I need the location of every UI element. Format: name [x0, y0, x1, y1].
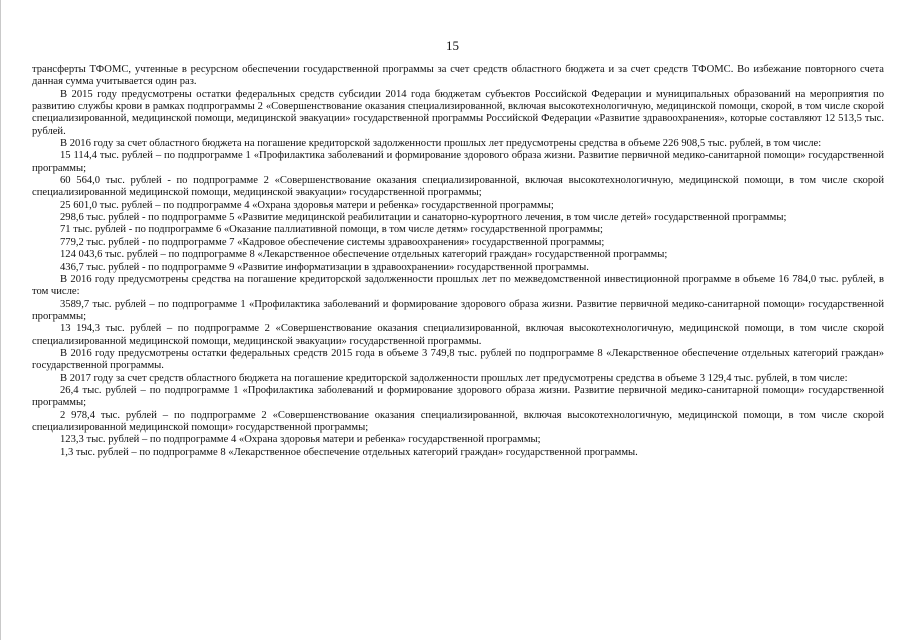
document-body	[32, 64, 884, 459]
paragraph-13: 3589,7 тыс. рублей – по подпрограмме 1 «Профилактика заболеваний и формирование здорового образа жизни. Развитие первичной медико-санитарной помощи» государственной программы;	[32, 298, 884, 322]
paragraph-1: трансферты ТФОМС, учтенные в ресурсном обеспечении государственной программы за счет средств областного бюджета и за счет средств ТФОМС. Во избежание повторного счета данная сумма учитывается один раз.	[32, 64, 884, 88]
paragraph-3: В 2016 году за счет областного бюджета на погашение кредиторской задолженности прошлых лет предусмотрены средства в объеме 226 908,5 тыс. рублей, в том числе:	[60, 138, 822, 150]
paragraph-18: 2 978,4 тыс. рублей – по подпрограмме 2 «Совершенствование оказания специализированной, включая высокотехнологичную, медицинской помощи, в том числе скорой специализированной медицинской помощи» государственной программы;	[32, 409, 884, 433]
page-number: 15	[446, 38, 459, 53]
paragraph-4: 15 114,4 тыс. рублей – по подпрограмме 1 «Профилактика заболеваний и формирование здорового образа жизни. Развитие первичной медико-санитарной помощи» государственной программы;	[32, 150, 884, 174]
paragraph-19: 123,3 тыс. рублей – по подпрограмме 4 «Охрана здоровья матери и ребенка» государственной программы;	[60, 434, 541, 446]
paragraph-6: 25 601,0 тыс. рублей – по подпрограмме 4 «Охрана здоровья матери и ребенка» государственной программы;	[60, 199, 554, 211]
paragraph-11: 436,7 тыс. рублей - по подпрограмме 9 «Развитие информатизации в здравоохранении» государственной программы.	[60, 261, 589, 273]
paragraph-9: 779,2 тыс. рублей - по подпрограмме 7 «Кадровое обеспечение системы здравоохранения» государственной программы;	[60, 236, 605, 248]
paragraph-8: 71 тыс. рублей - по подпрограмме 6 «Оказание паллиативной помощи, в том числе детям» государственной программы;	[60, 224, 603, 236]
paragraph-15: В 2016 году предусмотрены остатки федеральных средств 2015 года в объеме 3 749,8 тыс. рублей по подпрограмме 8 «Лекарственное обеспечение отдельных категорий граждан» государственной программы.	[32, 347, 884, 372]
paragraph-7: 298,6 тыс. рублей - по подпрограмме 5 «Развитие медицинской реабилитации и санаторно-курортного лечения, в том числе детей» государственной программы;	[60, 212, 787, 224]
paragraph-14: 13 194,3 тыс. рублей – по подпрограмме 2 «Совершенствование оказания специализированной, включая высокотехнологичную, медицинской помощи, в том числе скорой специализированной медицинской помощи, медицинской эвакуации» государственной программы.	[32, 323, 884, 347]
paragraph-17: 26,4 тыс. рублей – по подпрограмме 1 «Профилактика заболеваний и формирование здорового образа жизни. Развитие первичной медико-санитарной помощи» государственной программы;	[32, 384, 884, 409]
paragraph-16: В 2017 году за счет средств областного бюджета на погашение кредиторской задолженности прошлых лет предусмотрены средства в объеме 3 129,4 тыс. рублей, в том числе:	[60, 372, 848, 384]
paragraph-2: В 2015 году предусмотрены остатки федеральных средств субсидии 2014 года бюджетам субъектов Российской Федерации и муниципальных образований на мероприятия по развитию службы крови в рамках подпрограммы 2 «Совершенствование оказания специализированной, включая высокотехнологичную, медицинской помощи, скорой, в том числе скорой специализированной, медицинской помощи, медицинской эвакуации» государственной программы Российской Федерации «Развитие здравоохранения», которые составляют 12 513,5 тыс. рублей.	[32, 88, 884, 137]
page-edge	[0, 0, 1, 640]
paragraph-20: 1,3 тыс. рублей – по подпрограмме 8 «Лекарственное обеспечение отдельных категорий граждан» государственной программы.	[60, 446, 638, 458]
paragraph-10: 124 043,6 тыс. рублей – по подпрограмме 8 «Лекарственное обеспечение отдельных категорий граждан» государственной программы;	[60, 249, 668, 261]
paragraph-5: 60 564,0 тыс. рублей - по подпрограмме 2 «Совершенствование оказания специализированной, включая высокотехнологичную, медицинской помощи, в том числе скорой специализированной медицинской помощи, медицинской эвакуации» государственной программы;	[32, 175, 884, 199]
paragraph-12: В 2016 году предусмотрены средства на погашение кредиторской задолженности прошлых лет по межведомственной инвестиционной программе в объеме 16 784,0 тыс. рублей, в том числе:	[32, 273, 884, 298]
